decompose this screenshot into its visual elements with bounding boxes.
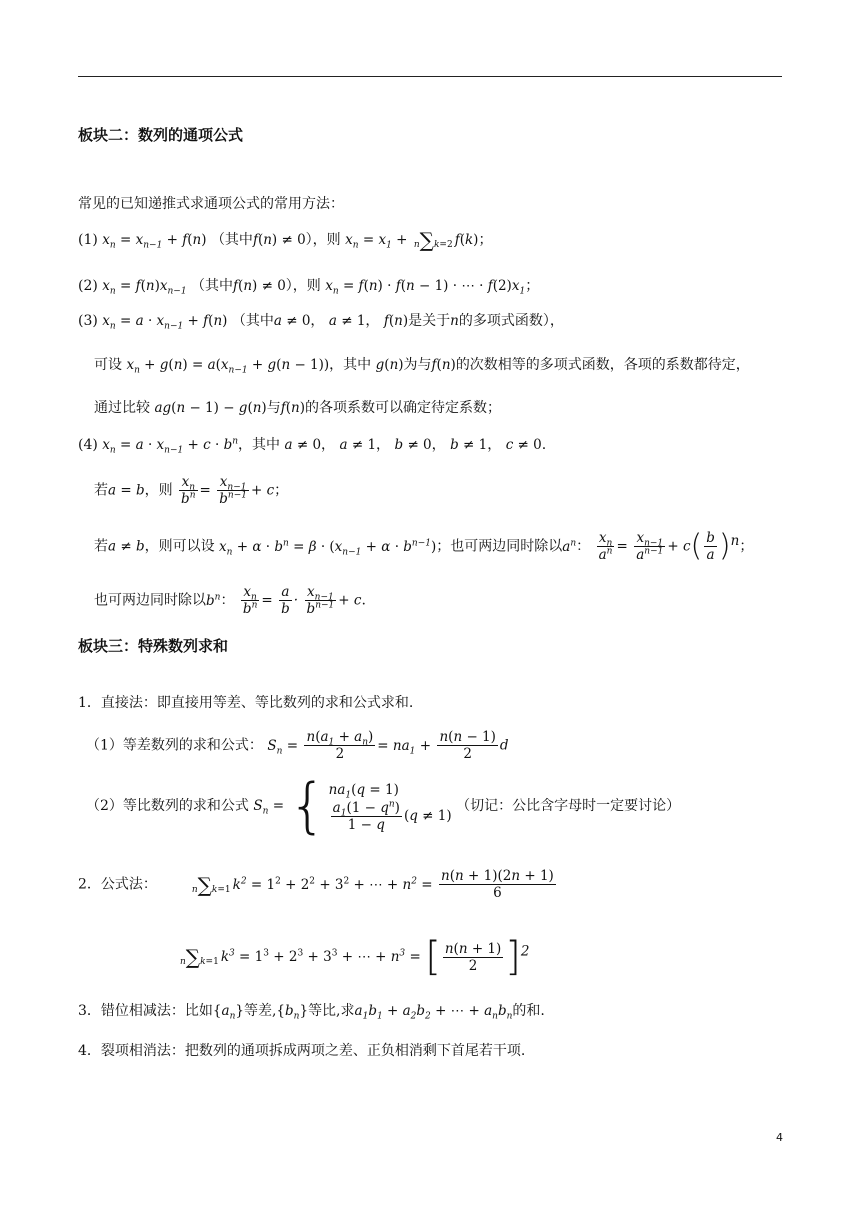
sum-method-4: 4．裂项相消法：把数列的通项拆成两项之差、正负相消剩下首尾若干项. [78, 1043, 526, 1059]
sum-of-cubes-formula: n∑k=1 $k^3 = 1^3 + 2^3 + 3^3$ + ⋯ + $n^3$ = [ $\frac{n(n + 1)}{2}$ ]$^2$ [180, 934, 530, 980]
sum-method-2-squares: 2．公式法： n∑k=1 $k^2 = 1^2 + 2^2 + 3^2$ + ⋯ + $n^2$ = $\frac{n(n + 1)(2n + 1)}{6}$ [78, 868, 554, 901]
geometric-sum-formula: （2）等比数列的求和公式 $S_n$ = { $na_1(q = 1)$ $\frac{a_1(1 - q^n)}{1 - q}$ (q ≠ 1) （切记：公比含字母时一定要讨论） [86, 771, 681, 841]
arithmetic-sum-formula: （1）等差数列的求和公式： $S_n$ = $\frac{n(a_1 + a_n)}{2}$ = $na_1$ + $\frac{n(n - 1)}{2}$ d [86, 729, 509, 762]
method-1: (1) $x_n = x_{n-1} + f(n)$ （其中f(n) ≠ 0），则 $x_n = x_1 + n\sum k=2$ f(k)； [78, 228, 493, 252]
method-4-case-unequal: 若a ≠ b，则可以设 $x_n + \alpha \cdot b^n = \beta \cdot (x_{n-1} + \alpha \cdot b^{n-1})$；也可两边同时除以$a^n$： $\frac{x_n}{a^n}$ = $\frac{x_{n-1}}{a^{n-1}}$ + c( $\frac{b}{a}$ )$^n$； [94, 528, 754, 564]
method-3-line3: 通过比较 ag(n − 1) − g(n)与f(n)的各项系数可以确定待定系数； [94, 400, 501, 416]
method-4-divide-bn: 也可两边同时除以$b^n$： $\frac{x_n}{b^n}$ = $\frac{a}{b}$ · $\frac{x_{n-1}}{b^{n-1}}$ + c. [94, 584, 366, 617]
method-4-case-equal: 若a = b，则 $\frac{x_n}{b^n}$ = $\frac{x_{n-1}}{b^{n-1}}$ + c； [94, 474, 289, 507]
method-2: (2) $x_n = f(n)x_{n-1}$ （其中f(n) ≠ 0），则 $x_n = f(n) \cdot f(n - 1)$ · ⋯ · $f(2)x_1$； [78, 278, 540, 297]
method-3: (3) $x_n = a \cdot x_{n-1} + f(n)$ （其中a ≠ 0， a ≠ 1， f(n)是关于n的多项式函数）， [78, 313, 564, 332]
intro-text: 常见的已知递推式求通项公式的常用方法： [78, 196, 344, 212]
section-title-general-term: 板块二：数列的通项公式 [78, 126, 244, 144]
sum-method-1: 1．直接法：即直接用等差、等比数列的求和公式求和. [78, 695, 414, 711]
page-number: 4 [776, 1131, 783, 1144]
sum-method-3: 3．错位相减法：比如$\{a_n\}$等差$,\{b_n\}$等比,求$a_1b_1 + a_2b_2$ + ⋯ + $a_nb_n$的和. [78, 1003, 545, 1022]
header-rule [78, 76, 782, 77]
section-title-special-sums: 板块三：特殊数列求和 [78, 637, 229, 655]
method-3-line2: 可设 $x_n + g(n) = a(x_{n-1} + g(n - 1))$，其中 g(n)为与f(n)的次数相等的多项式函数，各项的系数都待定， [94, 357, 750, 376]
method-4: (4) $x_n = a \cdot x_{n-1} + c \cdot b^n$，其中 a ≠ 0， a ≠ 1， b ≠ 0， b ≠ 1， c ≠ 0. [78, 436, 547, 456]
